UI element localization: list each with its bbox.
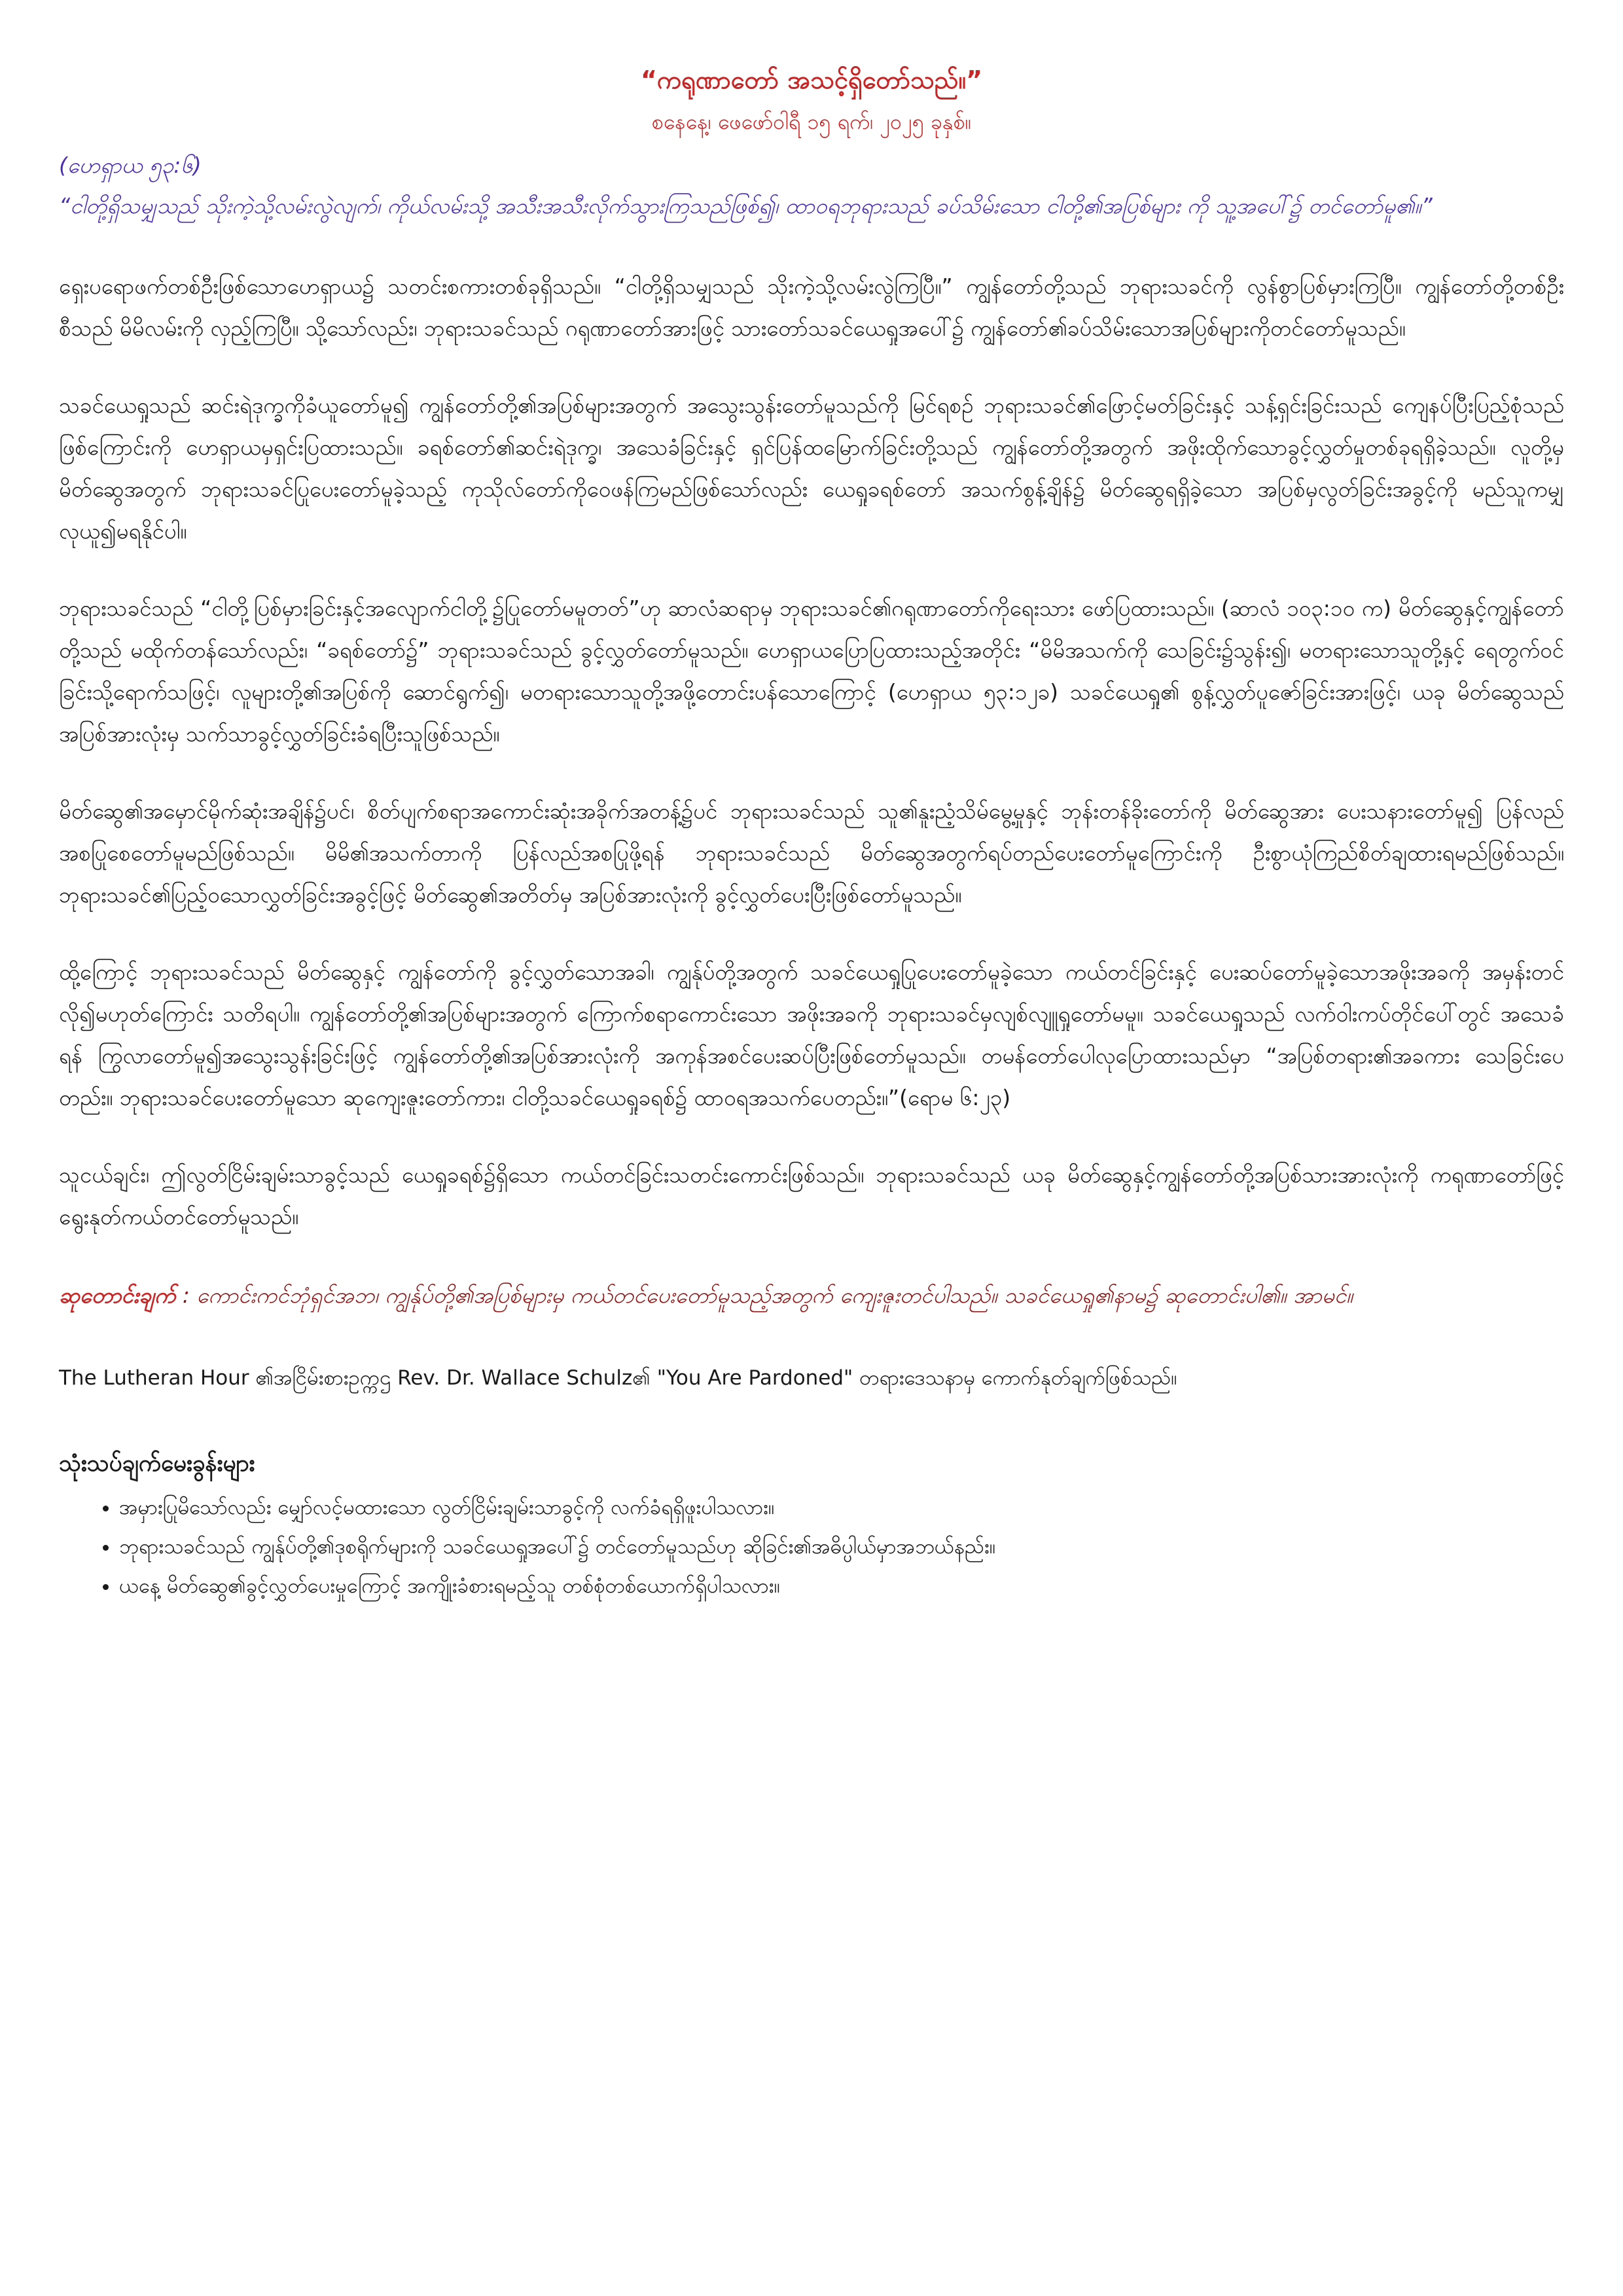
body-paragraph: ရှေးပရောဖက်တစ်ဦးဖြစ်သောဟေရှာယ၌ သတင်းစကားတစ်ခုရှိသည်။ “ငါတို့ရှိသမျှသည် သိုးကဲ့သို့လမ်းလွဲကြပြီ။” ကျွန်တော်တို့သည် ဘုရားသခင်ကို လွန်စွာပြစ်မှားကြပြီ။ ကျွန်တော်တို့တစ်ဦးစီသည် မိမိလမ်းကို လှည့်ကြပြီ။ သို့သော်လည်း၊ ဘုရားသခင်သည် ဂရုဏာတော်အားဖြင့် သားတော်သခင်ယေရှုအပေါ်၌ ကျွန်တော်၏ခပ်သိမ်းသောအပြစ်များကိုတင်တော်မူသည်။ xyxy=(59,274,1564,341)
questions-heading: သုံးသပ်ချက်မေးခွန်းများ xyxy=(59,1451,255,1477)
verse-reference: (ဟေရှာယ ၅၃:၆) xyxy=(59,152,202,178)
body-paragraph: မိတ်ဆွေ၏အမှောင်မိုက်ဆုံးအချိန်၌ပင်၊ စိတ်ပျက်စရာအကောင်းဆုံးအခိုက်အတန့်၌ပင် ဘုရားသခင်သည် သူ၏နူးညံ့သိမ်မွေ့မှုနှင့် ဘုန်းတန်ခိုးတော်ကို မိတ်ဆွေအား ပေးသနားတော်မူ၍ ပြန်လည်အစပြုစေတော်မူမည်ဖြစ်သည်။ မိမိ၏အသက်တာကို ပြန်လည်အစပြုဖို့ရန် ဘုရားသခင်သည် မိတ်ဆွေအတွက်ရပ်တည်ပေးတော်မူကြောင်းကို ဦးစွာယုံကြည်စိတ်ချထားရမည်ဖြစ်သည်။ ဘုရားသခင်၏ပြည့်ဝသောလွှတ်ခြင်းအခွင့်ဖြင့် မိတ်ဆွေ၏အတိတ်မှ အပြစ်အားလုံးကို ခွင့်လွှတ်ပေးပြီးဖြစ်တော်မူသည်။ xyxy=(59,798,1564,908)
source-attribution: The Lutheran Hour ၏အငြိမ်းစားဥက္ကဌ Rev. Dr. Wallace Schulz၏ "You Are Pardoned" တရားဒေသနာမှ ကောက်နုတ်ချက်ဖြစ်သည်။ xyxy=(59,1366,1177,1390)
verse-text: “ငါတို့ရှိသမျှသည် သိုးကဲ့သို့လမ်းလွဲလျက်၊ ကိုယ်လမ်းသို့ အသီးအသီးလိုက်သွားကြသည်ဖြစ်၍၊ ထာဝရဘုရားသည် ခပ်သိမ်းသော ငါတို့၏အပြစ်များ ကို သူ့အပေါ်၌ တင်တော်မူ၏။” xyxy=(59,193,1433,219)
list-item: • ဘုရားသခင်သည် ကျွန်ုပ်တို့၏ဒုစရိုက်များကို သခင်ယေရှုအပေါ်၌ တင်တော်မူသည်ဟု ဆိုခြင်း၏အဓိပ္ပါယ်မှာအဘယ်နည်း။ xyxy=(119,1527,1564,1566)
body-paragraph: သူငယ်ချင်း၊ ဤလွတ်ငြိမ်းချမ်းသာခွင့်သည် ယေရှုခရစ်၌ရှိသော ကယ်တင်ခြင်းသတင်းကောင်းဖြစ်သည်။ ဘုရားသခင်သည် ယခု မိတ်ဆွေနှင့်ကျွန်တော်တို့အပြစ်သားအားလုံးကို ကရုဏာတော်ဖြင့် ရွေးနုတ်ကယ်တင်တော်မူသည်။ xyxy=(59,1162,1564,1229)
questions-list xyxy=(59,1488,1564,1606)
date-line: စနေနေ့၊ ဖေဖော်ဝါရီ ၁၅ ရက်၊ ၂၀၂၅ ခုနှစ်။ xyxy=(651,109,972,134)
page-title: “ကရုဏာတော် အသင့်ရှိတော်သည်။” xyxy=(640,65,983,94)
body-paragraph: သခင်ယေရှုသည် ဆင်းရဲဒုက္ခကိုခံယူတော်မူ၍ ကျွန်တော်တို့၏အပြစ်များအတွက် အသွေးသွန်းတော်မူသည်ကို မြင်ရစဉ် ဘုရားသခင်၏ဖြောင့်မတ်ခြင်းနှင့် သန့်ရှင်းခြင်းသည် ကျေနပ်ပြီးပြည့်စုံသည်ဖြစ်ကြောင်းကို ဟေရှာယမှရှင်းပြထားသည်။ ခရစ်တော်၏ဆင်းရဲဒုက္ခ၊ အသေခံခြင်းနှင့် ရှင်ပြန်ထမြောက်ခြင်းတို့သည် ကျွန်တော်တို့အတွက် အဖိုးထိုက်သောခွင့်လွှတ်မှုတစ်ခုရရှိခဲ့သည်။ လူတို့မှ မိတ်ဆွေအတွက် ဘုရားသခင်ပြုပေးတော်မူခဲ့သည့် ကုသိုလ်တော်ကိုဝေဖန်ကြမည်ဖြစ်သော်လည်း ယေရှုခရစ်တော် အသက်စွန့်ချိန်၌ မိတ်ဆွေရရှိခဲ့သော အပြစ်မှလွတ်ခြင်းအခွင့်ကို မည်သူကမျှ လုယူ၍မရနိုင်ပါ။ xyxy=(59,393,1564,544)
prayer-text: : ကောင်းကင်ဘုံရှင်အဘ၊ ကျွန်ုပ်တို့၏အပြစ်များမှ ကယ်တင်ပေးတော်မူသည့်အတွက် ကျေးဇူးတင်ပါသည်။ သခင်ယေရှု၏နာမ၌ ဆုတောင်းပါ၏။ အာမင်။ xyxy=(182,1282,1353,1308)
body-paragraph: ထို့ကြောင့် ဘုရားသခင်သည် မိတ်ဆွေနှင့် ကျွန်တော်ကို ခွင့်လွှတ်သောအခါ၊ ကျွန်ုပ်တို့အတွက် သခင်ယေရှုပြုပေးတော်မူခဲ့သော ကယ်တင်ခြင်းနှင့် ပေးဆပ်တော်မူခဲ့သောအဖိုးအခကို အမှန်းတင်လို၍မဟုတ်ကြောင်း သတိရပါ။ ကျွန်တော်တို့၏အပြစ်များအတွက် ကြောက်စရာကောင်းသော အဖိုးအခကို ဘုရားသခင်မှလျစ်လျူရှုတော်မမူ။ သခင်ယေရှုသည် လက်ဝါးကပ်တိုင်ပေါ်တွင် အသေခံရန် ကြွလာတော်မူ၍အသွေးသွန်းခြင်းဖြင့် ကျွန်တော်တို့၏အပြစ်အားလုံးကို အကုန်အစင်ပေးဆပ်ပြီးဖြစ်တော်မူသည်။ တမန်တော်ပေါလုပြောထားသည်မှာ “အပြစ်တရား၏အခကား သေခြင်းပေတည်း။ ဘုရားသခင်ပေးတော်မူသော ဆုကျေးဇူးတော်ကား၊ ငါတို့သခင်ယေရှုခရစ်၌ ထာဝရအသက်ပေတည်း။”(ရောမ ၆:၂၃) xyxy=(59,959,1564,1110)
document-page xyxy=(59,52,1564,1606)
list-item: • ယနေ့ မိတ်ဆွေ၏ခွင့်လွှတ်ပေးမှုကြောင့် အကျိုးခံစားရမည့်သူ တစ်စုံတစ်ယောက်ရှိပါသလား။ xyxy=(119,1566,1564,1606)
prayer-label: ဆုတောင်းချက် xyxy=(59,1282,176,1308)
body-paragraph: ဘုရားသခင်သည် “ငါတို့ပြစ်မှားခြင်းနှင့်အလျောက်ငါတို့၌ပြုတော်မမူတတ်”ဟု ဆာလံဆရာမှ ဘုရားသခင်၏ဂရုဏာတော်ကိုရေးသား ဖော်ပြထားသည်။ (ဆာလံ ၁၀၃:၁၀ က) မိတ်ဆွေနှင့်ကျွန်တော်တို့သည် မထိုက်တန်သော်လည်း၊ “ခရစ်တော်၌” ဘုရားသခင်သည် ခွင့်လွှတ်တော်မူသည်။ ဟေရှာယပြောပြထားသည့်အတိုင်း “မိမိအသက်ကို သေခြင်း၌သွန်း၍၊ မတရားသောသူတို့နှင့် ရေတွက်ဝင်ခြင်းသို့ရောက်သဖြင့်၊ လူများတို့၏အပြစ်ကို ဆောင်ရွက်၍၊ မတရားသောသူတို့အဖို့တောင်းပန်သောကြောင့် (ဟေရှာယ ၅၃:၁၂ခ) သခင်ယေရှု၏ စွန့်လွှတ်ပူဇော်ခြင်းအားဖြင့်၊ ယခု မိတ်ဆွေသည် အပြစ်အားလုံးမှ သက်သာခွင့်လွှတ်ခြင်းခံရပြီးသူဖြစ်သည်။ xyxy=(59,595,1564,747)
prayer-block xyxy=(59,1275,1564,1316)
list-item: • အမှားပြုမိသော်လည်း မျှော်လင့်မထားသော လွတ်ငြိမ်းချမ်းသာခွင့်ကို လက်ခံရရှိဖူးပါသလား။ xyxy=(119,1488,1564,1527)
